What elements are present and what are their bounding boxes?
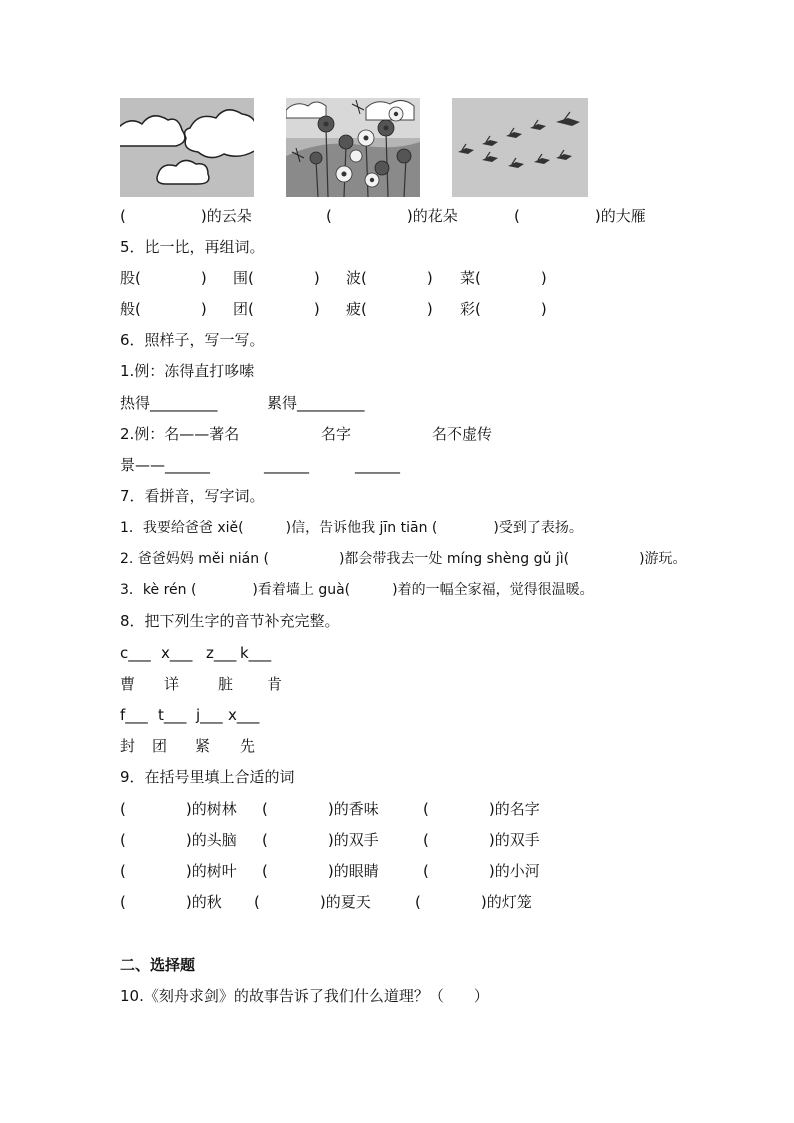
q6-ex1-item-2: 累得_________	[267, 394, 365, 412]
q9-r1-c2: ( )的香味	[262, 800, 379, 818]
q9-r3-c3: ( )的小河	[423, 862, 540, 880]
q6-example-2: 2.例：名——著名	[120, 425, 240, 443]
q8-r4-c3: 紧	[195, 737, 211, 755]
q6-ex2-row-1: 景——______	[120, 456, 211, 474]
q8-r1-c2: x___	[161, 644, 193, 662]
q6-ex1-item-1: 热得_________	[120, 394, 218, 412]
clouds-image	[120, 98, 254, 197]
q7-title: 7．看拼音，写字词。	[120, 487, 265, 505]
q9-r1-c1: ( )的树林	[120, 800, 237, 818]
q8-r4-c4: 先	[240, 737, 256, 755]
q7-line-3: 3．kè rén ( )看着墙上 guà( )着的一幅全家福，觉得很温暖。	[120, 582, 594, 598]
q6-ex2-row-2: ______	[264, 456, 309, 474]
q5-r1-c4: 菜( )	[460, 269, 547, 287]
q9-r3-c2: ( )的眼睛	[262, 862, 379, 880]
q5-r1-c3: 波( )	[346, 269, 433, 287]
q6-ex2-item-1: 名字	[321, 425, 352, 443]
q6-title: 6．照样子，写一写。	[120, 331, 265, 349]
q5-r1-c1: 股( )	[120, 269, 207, 287]
q8-r2-c4: 肯	[267, 675, 283, 693]
q9-r2-c3: ( )的双手	[423, 831, 540, 849]
caption-geese: ( )的大雁	[514, 207, 646, 225]
q9-r4-c1: ( )的秋	[120, 893, 222, 911]
q5-r2-c3: 疲( )	[346, 300, 433, 318]
flowers-image	[286, 98, 420, 197]
q5-r1-c2: 围( )	[233, 269, 320, 287]
q5-r2-c4: 彩( )	[460, 300, 547, 318]
q8-r1-c3: z___	[206, 644, 237, 662]
q8-r3-c3: j___	[196, 706, 223, 724]
q8-r1-c1: c___	[120, 644, 151, 662]
q9-r3-c1: ( )的树叶	[120, 862, 237, 880]
q8-r3-c1: f___	[120, 706, 148, 724]
q8-title: 8．把下列生字的音节补充完整。	[120, 612, 340, 630]
q9-title: 9．在括号里填上合适的词	[120, 768, 295, 786]
q5-title: 5．比一比，再组词。	[120, 238, 265, 256]
q7-line-1: 1．我要给爸爸 xiě( )信，告诉他我 jīn tiān ( )受到了表扬。	[120, 520, 583, 536]
q9-r2-c2: ( )的双手	[262, 831, 379, 849]
caption-clouds: ( )的云朵	[120, 207, 252, 225]
q8-r3-c2: t___	[158, 706, 187, 724]
q5-r2-c2: 团( )	[233, 300, 320, 318]
q8-r1-c4: k___	[240, 644, 272, 662]
wild-geese-image	[452, 98, 588, 197]
q8-r2-c3: 脏	[218, 675, 234, 693]
q6-example-1: 1.例：冻得直打哆嗦	[120, 362, 255, 380]
q9-r4-c3: ( )的灯笼	[415, 893, 532, 911]
q7-line-2: 2. 爸爸妈妈 měi nián ( )都会带我去一处 míng shèng gǔ jì( )游玩。	[120, 551, 687, 567]
q9-r4-c2: ( )的夏天	[254, 893, 371, 911]
q9-r1-c3: ( )的名字	[423, 800, 540, 818]
q8-r3-c4: x___	[228, 706, 260, 724]
q10-text: 10.《刻舟求剑》的故事告诉了我们什么道理？（ ）	[120, 987, 489, 1005]
section-2-title: 二、选择题	[120, 956, 196, 974]
q8-r4-c1: 封	[120, 737, 136, 755]
caption-flowers: ( )的花朵	[326, 207, 458, 225]
q8-r2-c1: 曹	[120, 675, 136, 693]
q8-r4-c2: 团	[152, 737, 168, 755]
q6-ex2-item-2: 名不虚传	[432, 425, 493, 443]
q5-r2-c1: 般( )	[120, 300, 207, 318]
q6-ex2-row-3: ______	[355, 456, 400, 474]
q8-r2-c2: 详	[164, 675, 180, 693]
q9-r2-c1: ( )的头脑	[120, 831, 237, 849]
